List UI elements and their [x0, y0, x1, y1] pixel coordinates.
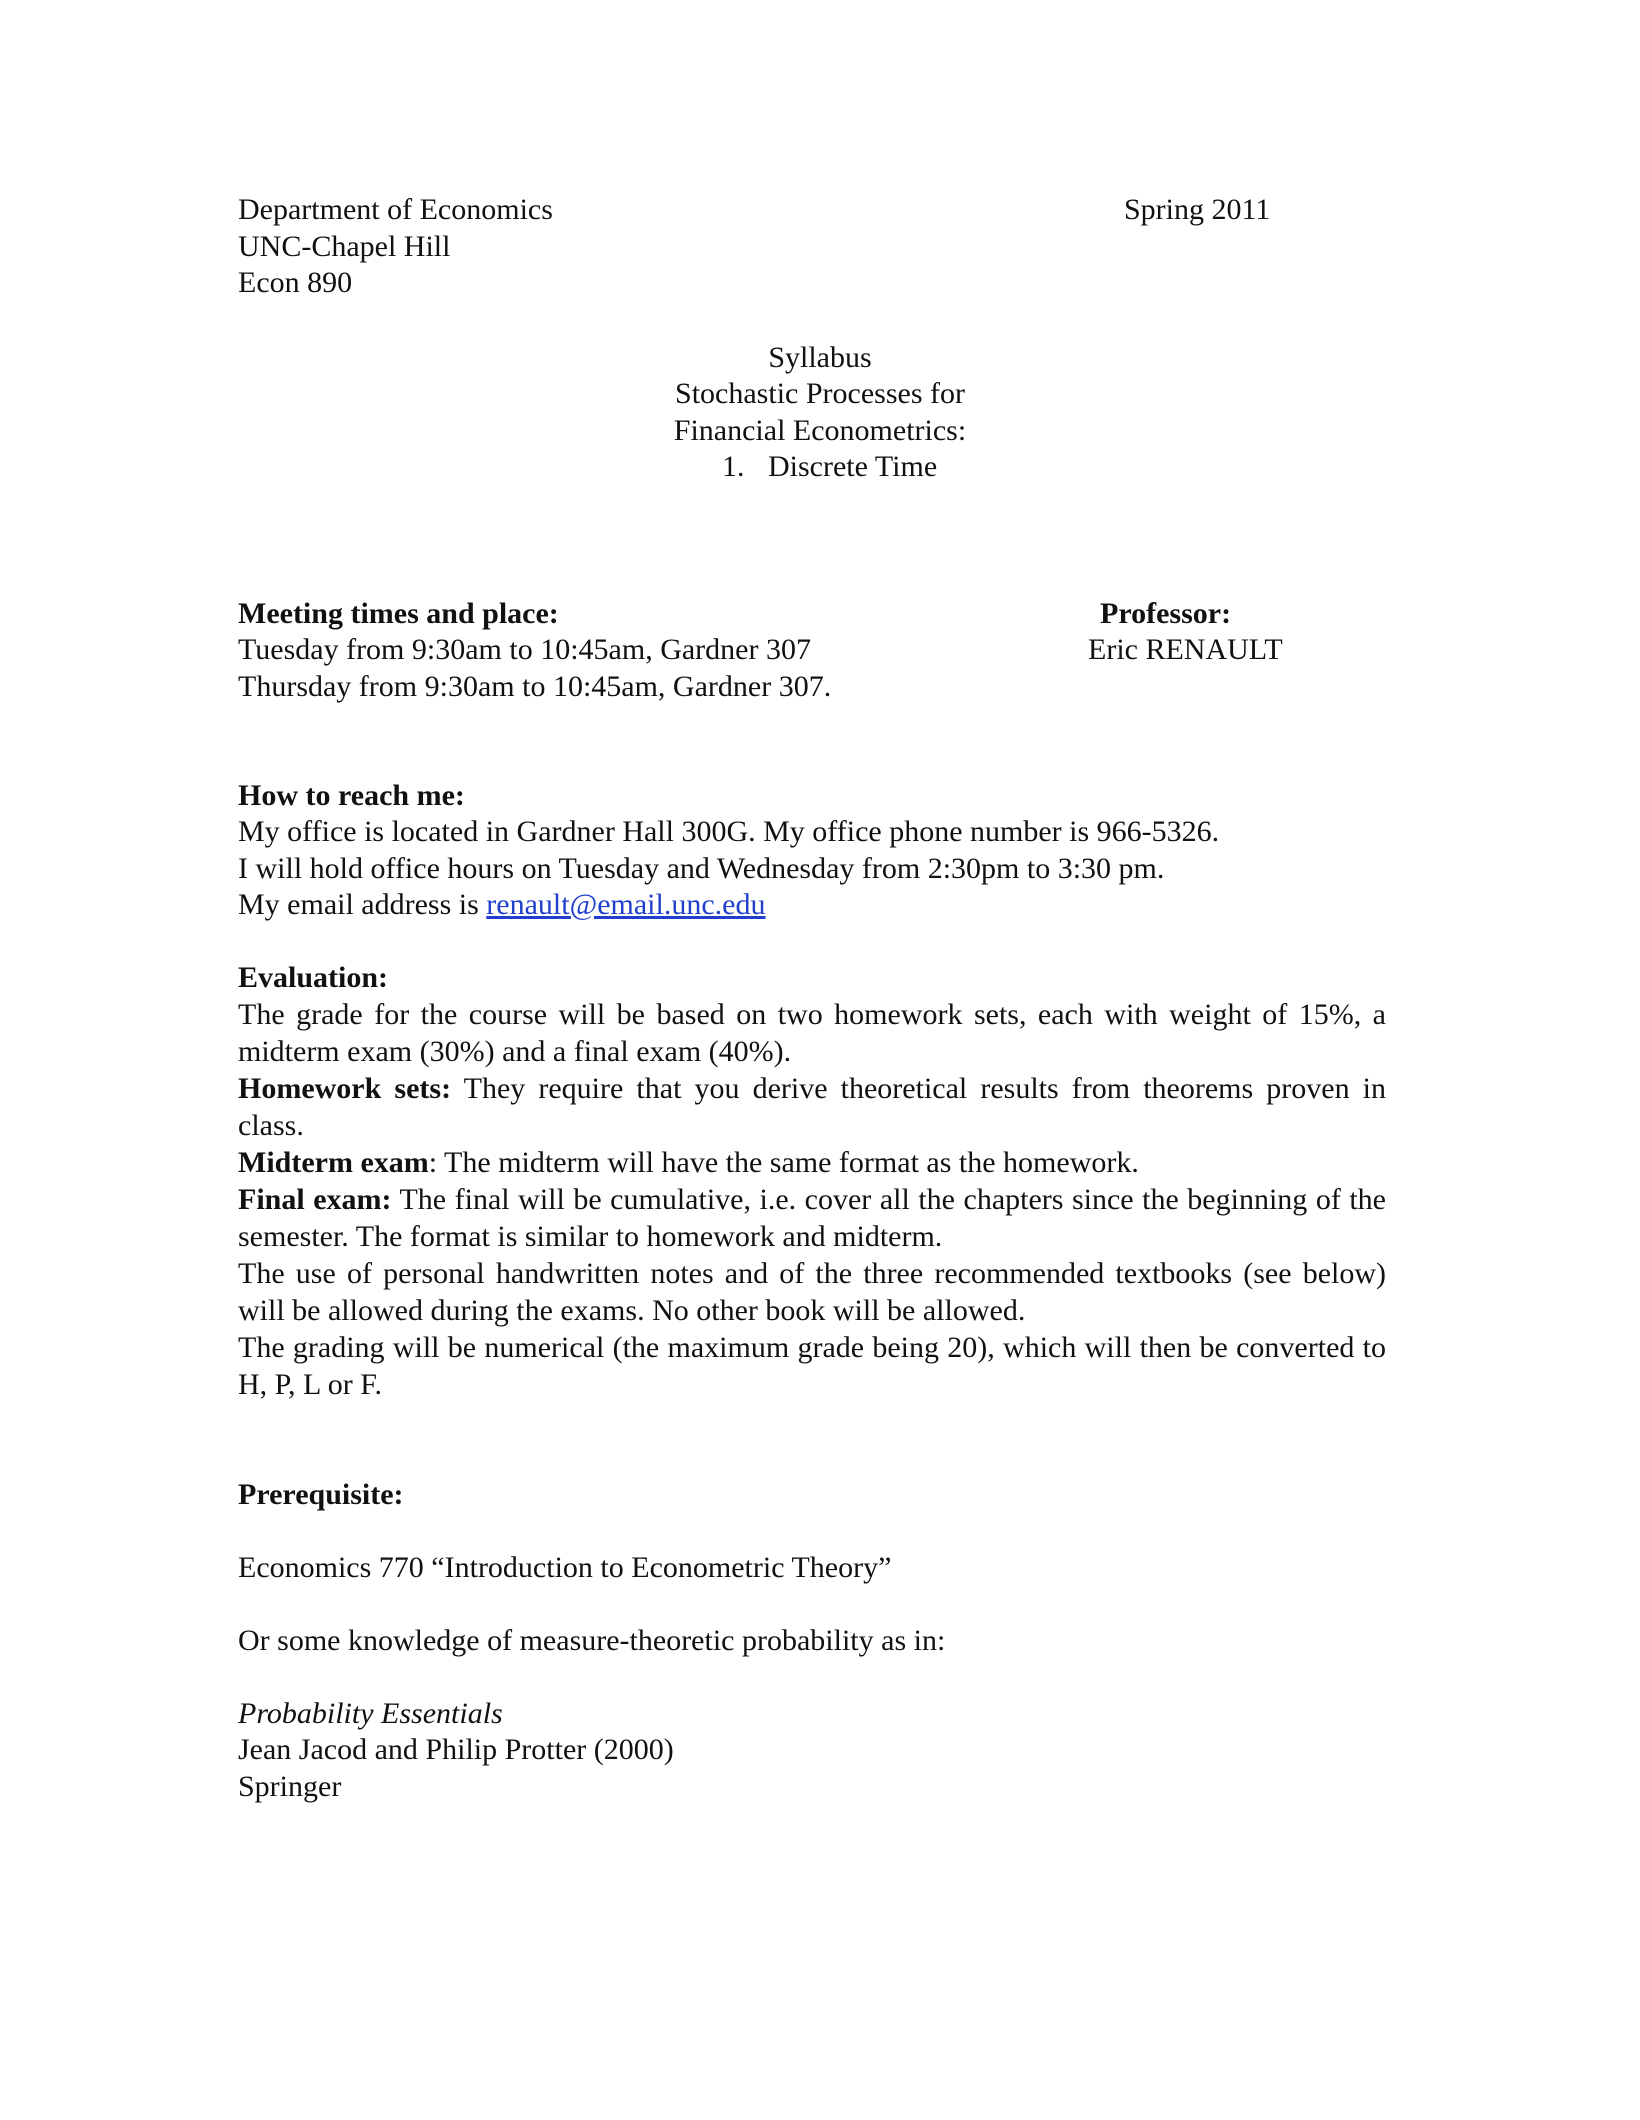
reference-book-publisher: Springer — [238, 1770, 342, 1803]
course-title-line-2: Financial Econometrics: — [673, 414, 967, 447]
course-title-item-number: 1. — [722, 450, 745, 483]
midterm-paragraph — [238, 1144, 1386, 1181]
meeting-line-thursday: Thursday from 9:30am to 10:45am, Gardner 307. — [238, 670, 832, 703]
prerequisite-heading: Prerequisite: — [238, 1478, 404, 1511]
midterm-text: : The midterm will have the same format as the homework. — [428, 1146, 1139, 1179]
reference-book-authors: Jean Jacod and Philip Protter (2000) — [238, 1733, 674, 1766]
department-name: Department of Economics — [238, 193, 553, 226]
term-label: Spring 2011 — [1124, 193, 1271, 226]
meeting-line-tuesday: Tuesday from 9:30am to 10:45am, Gardner 307 — [238, 633, 811, 666]
evaluation-heading: Evaluation: — [238, 961, 389, 994]
email-link[interactable]: renault@email.unc.edu — [486, 888, 766, 921]
office-location-line: My office is located in Gardner Hall 300G. My office phone number is 966-5326. — [238, 815, 1220, 848]
prerequisite-alternative: Or some knowledge of measure-theoretic probability as in: — [238, 1624, 946, 1657]
grading-scale-paragraph: The grading will be numerical (the maximum grade being 20), which will then be converted to H, P, L or F. — [238, 1331, 1386, 1401]
contact-heading: How to reach me: — [238, 779, 465, 812]
email-prefix: My email address is — [238, 888, 487, 921]
reference-book-title: Probability Essentials — [238, 1697, 503, 1730]
course-title-line-1: Stochastic Processes for — [675, 377, 965, 410]
midterm-label: Midterm exam — [238, 1146, 429, 1179]
grade-composition-paragraph: The grade for the course will be based on two homework sets, each with weight of 15%, a midterm exam (30%) and a final exam (40%). — [238, 998, 1386, 1068]
syllabus-title: Syllabus — [768, 341, 872, 374]
final-exam-text: The final will be cumulative, i.e. cover all the chapters since the beginning of the semester. The format is similar to homework and midterm. — [238, 1183, 1386, 1253]
office-hours-line: I will hold office hours on Tuesday and Wednesday from 2:30pm to 3:30 pm. — [238, 852, 1165, 885]
email-line — [238, 886, 765, 923]
professor-name: Eric RENAULT — [1088, 633, 1283, 666]
university-name: UNC-Chapel Hill — [238, 230, 451, 263]
meeting-heading: Meeting times and place: — [238, 597, 559, 630]
homework-text: They require that you derive theoretical results from theorems proven in class. — [238, 1072, 1387, 1142]
evaluation-section — [238, 959, 1386, 1403]
final-exam-paragraph — [238, 1181, 1386, 1255]
course-code: Econ 890 — [238, 266, 353, 299]
exam-notes-paragraph: The use of personal handwritten notes and of the three recommended textbooks (see below) will be allowed during the exams. No other book will be allowed. — [238, 1257, 1386, 1327]
final-exam-label: Final exam: — [238, 1183, 392, 1216]
homework-label: Homework sets: — [238, 1072, 452, 1105]
homework-paragraph — [238, 1070, 1386, 1144]
professor-heading: Professor: — [1100, 597, 1232, 630]
prerequisite-course: Economics 770 “Introduction to Econometric Theory” — [238, 1551, 892, 1584]
course-title-item — [722, 448, 937, 485]
course-title-item-text: Discrete Time — [768, 450, 938, 483]
